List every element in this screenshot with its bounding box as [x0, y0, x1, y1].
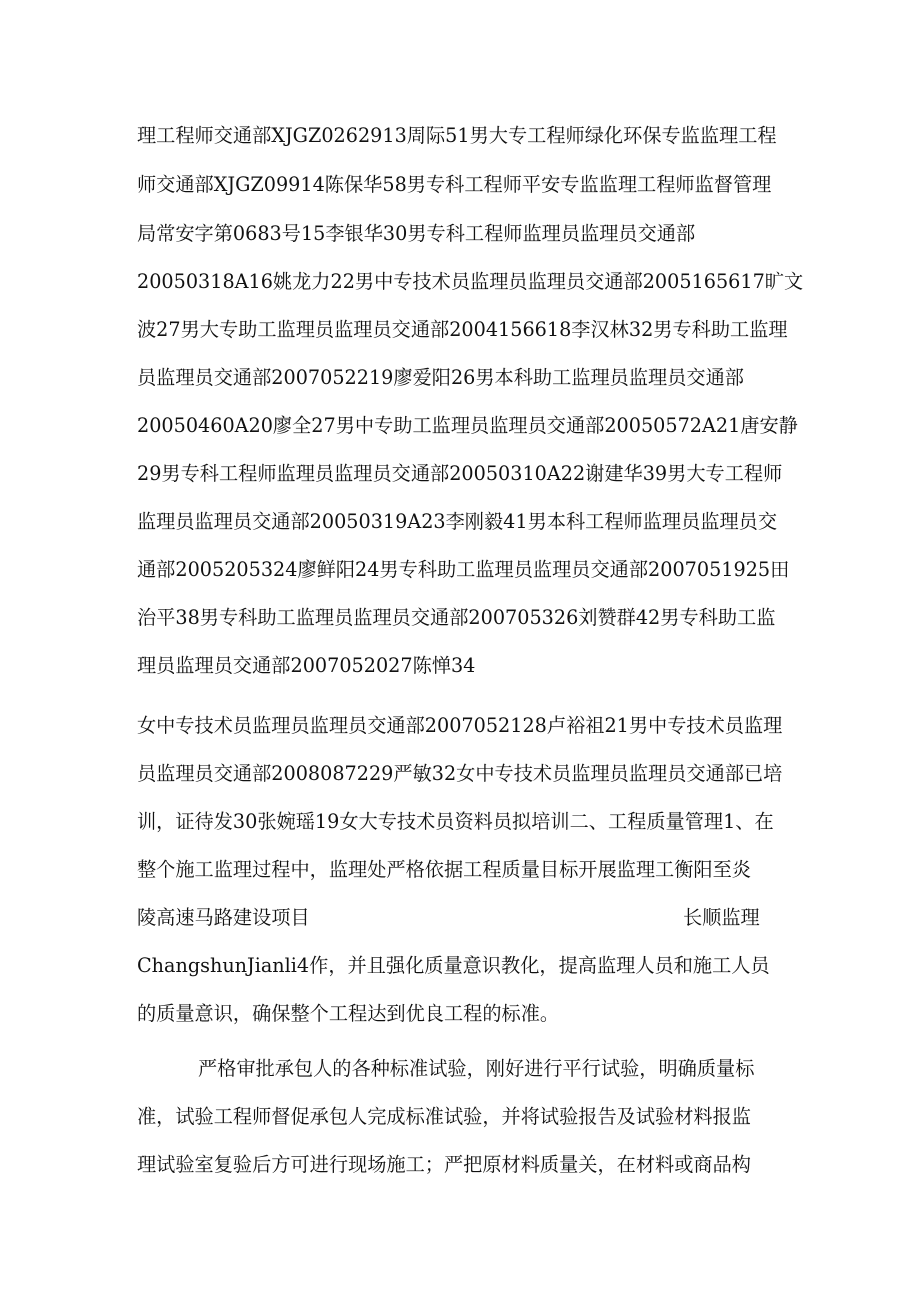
- text-line-4: 20050318A16姚龙力22男中专技术员监理员监理员交通部2005165617旷文: [137, 270, 804, 293]
- text-line-7: 20050460A20廖全27男中专助工监理员监理员交通部20050572A21唐安静: [137, 414, 798, 437]
- text-line-22: 理试验室复验后方可进行现场施工；严把原材料质量关，在材料或商品构: [137, 1153, 751, 1176]
- text-line-3: 局常安字第0683号15李银华30男专科工程师监理员监理员交通部: [137, 222, 696, 245]
- text-line-2: 师交通部XJGZ09914陈保华58男专科工程师平安专监监理工程师监督管理: [137, 173, 772, 196]
- text-line-8: 29男专科工程师监理员监理员交通部20050310A22谢建华39男大专工程师: [137, 462, 783, 485]
- text-line-12: 理员监理员交通部2007052027陈惮34: [137, 654, 476, 677]
- text-line-9: 监理员监理员交通部20050319A23李刚毅41男本科工程师监理员监理员交: [137, 510, 778, 533]
- text-line-15: 训，证待发30张婉瑶19女大专技术员资料员拟培训二、工程质量管理1、在: [137, 810, 774, 833]
- text-line-18: ChangshunJianli4作，并且强化质量意识教化，提高监理人员和施工人员: [137, 954, 770, 977]
- header-right-text: 长顺监理: [683, 906, 760, 929]
- text-line-6: 员监理员交通部2007052219廖爱阳26男本科助工监理员监理员交通部: [137, 366, 744, 389]
- text-line-13: 女中专技术员监理员监理员交通部2007052128卢裕祖21男中专技术员监理: [137, 714, 783, 737]
- text-line-10: 通部2005205324廖鲜阳24男专科助工监理员监理员交通部2007051925田: [137, 558, 790, 581]
- text-line-11: 治平38男专科助工监理员监理员交通部200705326刘赞群42男专科助工监: [137, 606, 776, 629]
- text-line-16: 整个施工监理过程中，监理处严格依据工程质量目标开展监理工衡阳至炎: [137, 858, 751, 881]
- text-line-21: 准，试验工程师督促承包人完成标准试验，并将试验报告及试验材料报监: [137, 1105, 751, 1128]
- text-line-19: 的质量意识，确保整个工程达到优良工程的标准。: [137, 1002, 560, 1025]
- text-line-1: 理工程师交通部XJGZ0262913周际51男大专工程师绿化环保专监监理工程: [137, 124, 777, 147]
- text-line-5: 波27男大专助工监理员监理员交通部2004156618李汉林32男专科助工监理: [137, 318, 788, 341]
- text-line-20: 严格审批承包人的各种标准试验，刚好进行平行试验，明确质量标: [198, 1057, 755, 1080]
- text-line-14: 员监理员交通部2008087229严敏32女中专技术员监理员监理员交通部已培: [137, 762, 783, 785]
- text-line-17: 陵高速马路建设项目: [137, 906, 310, 929]
